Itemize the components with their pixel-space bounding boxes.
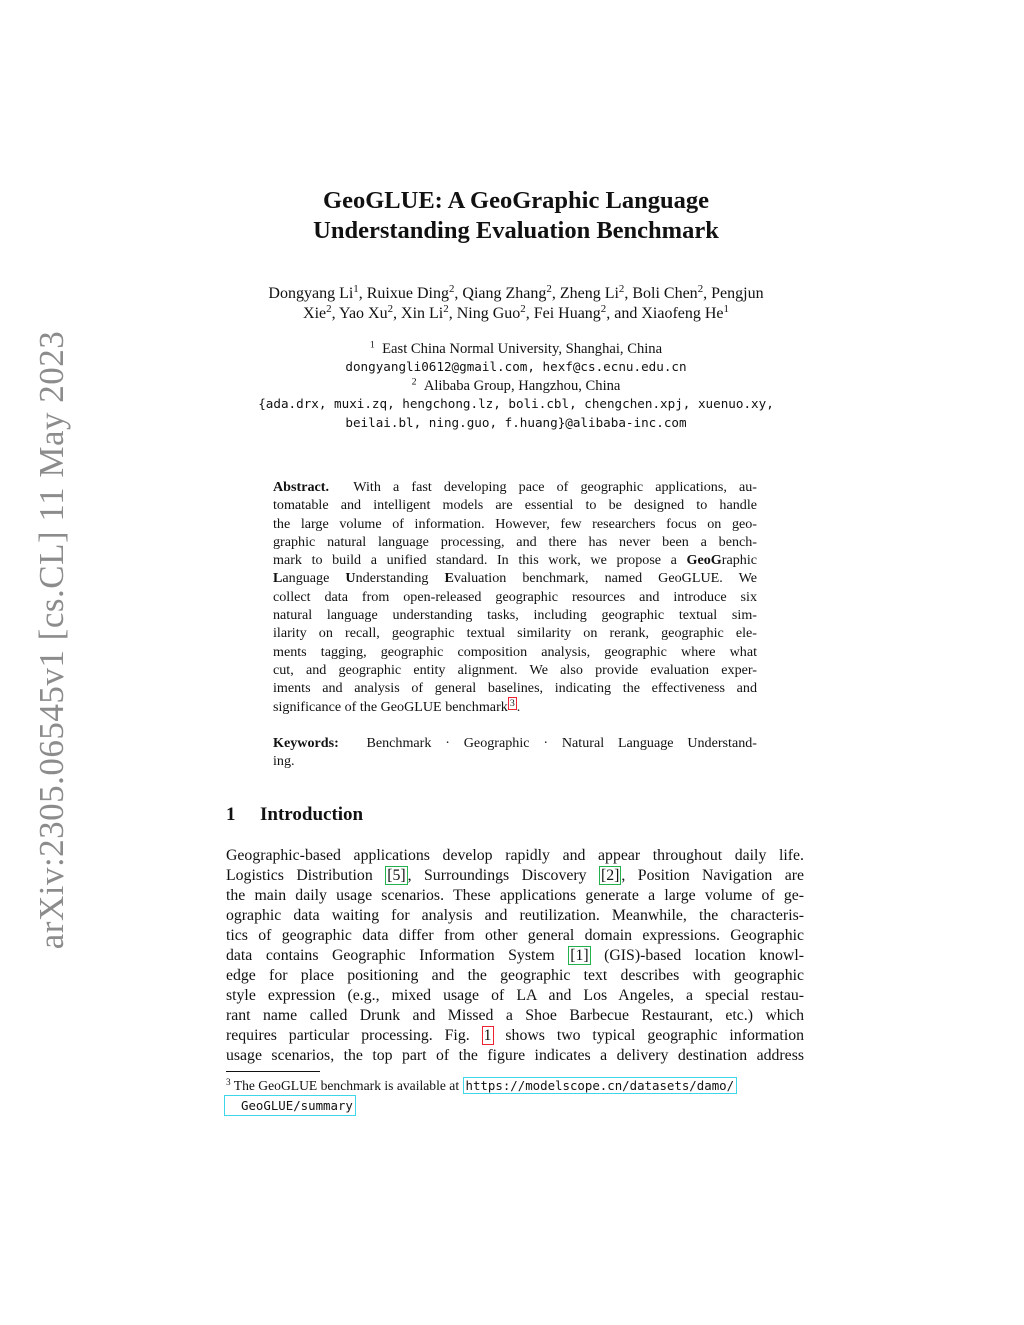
footnote-rule — [226, 1071, 320, 1072]
body-line: edge for place positioning and the geographic text describes with geographic — [226, 967, 804, 984]
abstract-line: iments and analysis of general baselines, indicating the effectiveness and — [273, 680, 757, 697]
affiliation-2 — [226, 377, 806, 395]
title-line-1: GeoGLUE: A GeoGraphic Language — [323, 187, 709, 214]
citation-link[interactable]: [1] — [570, 947, 589, 964]
author-name: , Yao Xu — [331, 305, 388, 322]
footnote-line-1 — [226, 1076, 806, 1095]
affiliation-mark: 2 — [387, 303, 394, 316]
affiliation-2-email-line-2: beilai.bl, ning.guo, f.huang}@alibaba-inc.com — [345, 414, 687, 430]
abstract-line: Abstract. With a fast developing pace of geographic applications, au- — [273, 479, 757, 495]
abstract-label: Abstract. — [273, 479, 329, 495]
abstract-line: Language Understanding Evaluation benchmark, named GeoGLUE. We — [273, 570, 757, 587]
citation-link[interactable]: [2] — [600, 867, 620, 884]
abstract-line: tomatable and intelligent models are essential to be designed to handle — [273, 497, 757, 514]
affiliation-1-email: dongyangli0612@gmail.com, hexf@cs.ecnu.edu.cn — [345, 359, 687, 375]
keywords-line: ing. — [273, 753, 295, 770]
affiliation-mark: 2 — [600, 303, 607, 316]
figure-link[interactable]: 1 — [483, 1027, 492, 1044]
abstract-line: collect data from open-released geographic resources and introduce six — [273, 588, 757, 605]
footnote-text: The GeoGLUE benchmark is available at — [230, 1078, 463, 1093]
affiliations — [226, 340, 806, 432]
abstract-line: mark to build a unified standard. In this work, we propose a GeoGraphic — [273, 552, 757, 569]
body-line: ographic data waiting for analysis and reutilization. Meanwhile, the characteris- — [226, 907, 804, 924]
footnote-mark: 3 — [226, 1076, 231, 1087]
title-line-2: Understanding Evaluation Benchmark — [313, 217, 719, 244]
abstract-line: natural language understanding tasks, including geographic textual sim- — [273, 607, 757, 624]
body-line: rant name called Drunk and Missed a Shoe Barbecue Restaurant, etc.) which — [226, 1007, 804, 1024]
body-line: style expression (e.g., mixed usage of LA and Los Angeles, a special restau- — [226, 987, 804, 1004]
affiliation-mark: 2 — [546, 283, 552, 296]
footnote-url-link[interactable]: https://modelscope.cn/datasets/damo/ — [463, 1077, 738, 1094]
section-heading — [226, 804, 363, 826]
author-line-2 — [210, 304, 822, 324]
abstract-line: the large volume of information. However, few researchers focus on geo- — [273, 515, 757, 532]
abstract-line: graphic natural language processing, and there has never been a bench- — [273, 533, 757, 550]
author-name: , Boli Chen — [624, 285, 698, 302]
footnote — [226, 1076, 806, 1116]
affiliation-mark: 2 — [618, 283, 625, 296]
author-name: , Zheng Li — [551, 285, 619, 302]
affiliation-mark: 2 — [443, 303, 449, 316]
keywords-line: Keywords: Benchmark · Geographic · Natural Language Understand- — [273, 734, 757, 751]
abstract-line: cut, and geographic entity alignment. We also provide evaluation exper- — [273, 661, 757, 678]
body-line: data contains Geographic Information System [1] (GIS)-based location knowl- — [226, 947, 804, 964]
abstract-line: ilarity on recall, geographic textual similarity on rerank, geographic ele- — [273, 625, 757, 642]
author-name: , Ning Guo — [448, 305, 521, 322]
abstract — [273, 478, 757, 770]
abstract-line: ments tagging, geographic composition analysis, geographic where what — [273, 643, 757, 660]
introduction-text — [226, 846, 804, 1066]
affiliation-name: Alibaba Group, Hangzhou, China — [423, 377, 621, 394]
affiliation-mark: 2 — [411, 376, 417, 388]
affiliation-mark: 2 — [326, 303, 332, 316]
citation-link[interactable]: [5] — [387, 867, 406, 884]
author-name: , Fei Huang — [525, 305, 601, 322]
paper-title — [226, 186, 806, 246]
affiliation-mark: 1 — [353, 283, 359, 296]
affiliation-mark: 2 — [520, 303, 526, 316]
arxiv-identifier: arXiv:2305.06545v1 [cs.CL] 11 May 2023 — [32, 330, 71, 950]
author-name: , Pengjun — [703, 285, 764, 302]
author-name: , and Xiaofeng He — [606, 305, 724, 322]
footnote-link[interactable]: 3 — [509, 697, 515, 709]
affiliation-1 — [226, 340, 806, 358]
author-name: Dongyang Li — [268, 285, 354, 302]
author-list — [210, 284, 822, 324]
affiliation-2-email-line-1: {ada.drx, muxi.zq, hengchong.lz, boli.cbl, chengchen.xpj, xuenuo.xy, — [258, 396, 774, 412]
author-line-1 — [210, 284, 822, 304]
keywords-label: Keywords: — [273, 734, 339, 751]
body-line: usage scenarios, the top part of the figure indicates a delivery destination address — [226, 1047, 804, 1064]
author-name: , Qiang Zhang — [454, 285, 547, 302]
affiliation-mark: 2 — [697, 283, 704, 296]
footnote-url-link-continued[interactable]: GeoGLUE/summary — [224, 1095, 356, 1116]
author-name: , Xin Li — [393, 305, 444, 322]
section-title: Introduction — [260, 804, 364, 825]
affiliation-name: East China Normal University, Shanghai, China — [382, 341, 663, 357]
affiliation-mark: 1 — [723, 303, 729, 316]
author-name: , Ruixue Ding — [358, 285, 449, 302]
affiliation-mark: 1 — [369, 339, 375, 351]
body-line: Logistics Distribution [5] , Surroundings Discovery [2] , Position Navigation are — [226, 867, 804, 884]
affiliation-mark: 2 — [448, 283, 455, 296]
body-line: tics of geographic data differ from other general domain expressions. Geographic — [226, 927, 804, 944]
abstract-line: significance of the GeoGLUE benchmark $^3$ . — [273, 697, 521, 715]
body-line: the main daily usage scenarios. These applications generate a large volume of ge- — [226, 887, 804, 904]
section-number: 1 — [226, 804, 236, 825]
footnote-line-2 — [226, 1095, 806, 1116]
body-line: requires particular processing. Fig. 1 shows two typical geographic information — [226, 1027, 805, 1044]
body-line: Geographic-based applications develop rapidly and appear throughout daily life. — [226, 847, 804, 864]
author-name: Xie — [303, 305, 327, 322]
